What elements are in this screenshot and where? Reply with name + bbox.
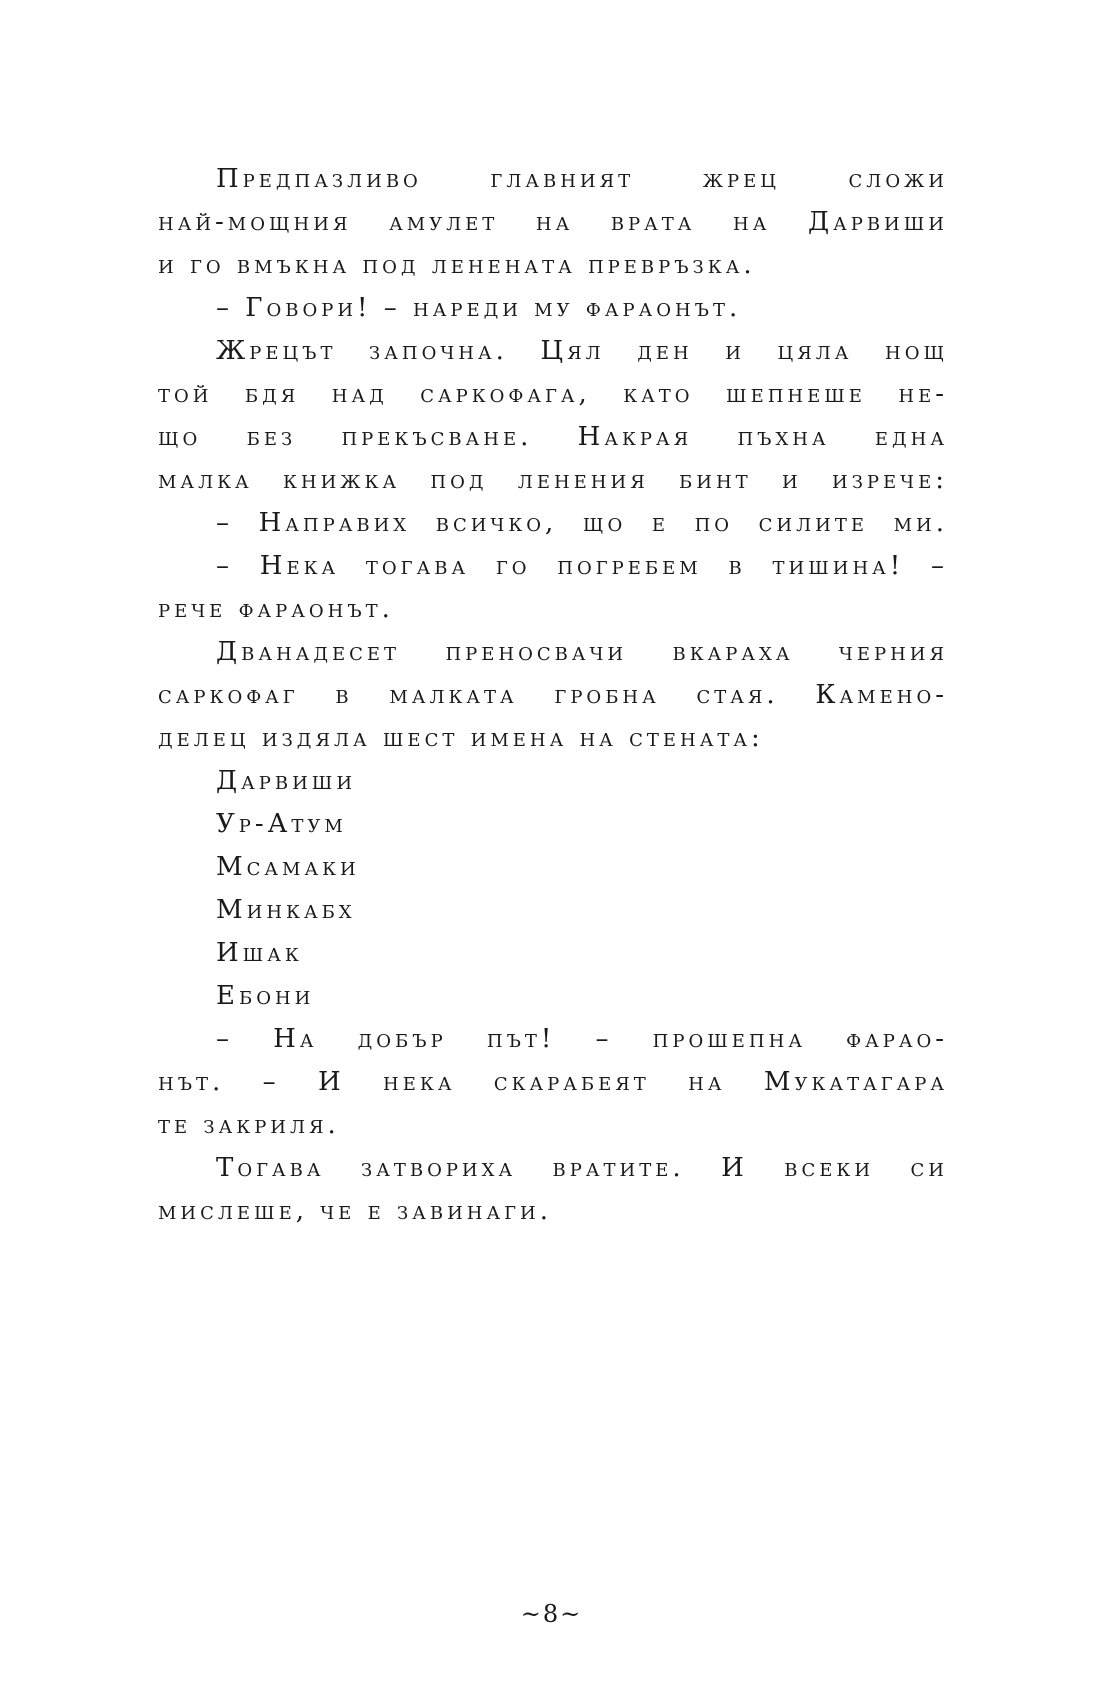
text-line: Минкабх bbox=[216, 895, 356, 925]
text-line: – Говори! – нареди му фараонът. bbox=[216, 293, 742, 323]
text-line: малка книжка под ленения бинт и изрече: bbox=[158, 465, 948, 495]
text-line: най-мощния амулет на врата на Дарвиши bbox=[158, 207, 948, 237]
text-line: Дванадесет преносвачи вкараха черния bbox=[216, 637, 948, 667]
text-line: Дарвиши bbox=[216, 766, 357, 796]
text-line: – На добър път! – прошепна фарао- bbox=[216, 1024, 948, 1054]
text-line: мислеше, че е завинаги. bbox=[158, 1196, 552, 1226]
text-line: те закриля. bbox=[158, 1110, 340, 1140]
text-line: Ишак bbox=[216, 938, 303, 968]
body-text bbox=[158, 158, 948, 1233]
text-line: Тогава затвориха вратите. И всеки си bbox=[216, 1153, 948, 1183]
page-number: ~8~ bbox=[520, 1600, 583, 1628]
text-line: – Нека тогава го погребем в тишина! – bbox=[216, 551, 948, 581]
text-line: – Направих всичко, що е по силите ми. bbox=[216, 508, 948, 538]
text-line: рече фараонът. bbox=[158, 594, 394, 624]
text-line: и го вмъкна под ленената превръзка. bbox=[158, 250, 756, 280]
text-line: делец издяла шест имена на стената: bbox=[158, 723, 764, 753]
text-line: саркофаг в малката гробна стая. Камено- bbox=[158, 680, 948, 710]
text-line: нът. – И нека скарабеят на Мукатагара bbox=[158, 1067, 948, 1097]
text-line: Ебони bbox=[216, 981, 315, 1011]
text-line: Ур-Атум bbox=[216, 809, 347, 839]
text-line: Мсамаки bbox=[216, 852, 360, 882]
text-line: що без прекъсване. Накрая пъхна една bbox=[158, 422, 948, 452]
text-line: Жрецът започна. Цял ден и цяла нощ bbox=[216, 336, 948, 366]
text-line: Предпазливо главният жрец сложи bbox=[216, 164, 948, 194]
text-line: той бдя над саркофага, като шепнеше не- bbox=[158, 379, 948, 409]
